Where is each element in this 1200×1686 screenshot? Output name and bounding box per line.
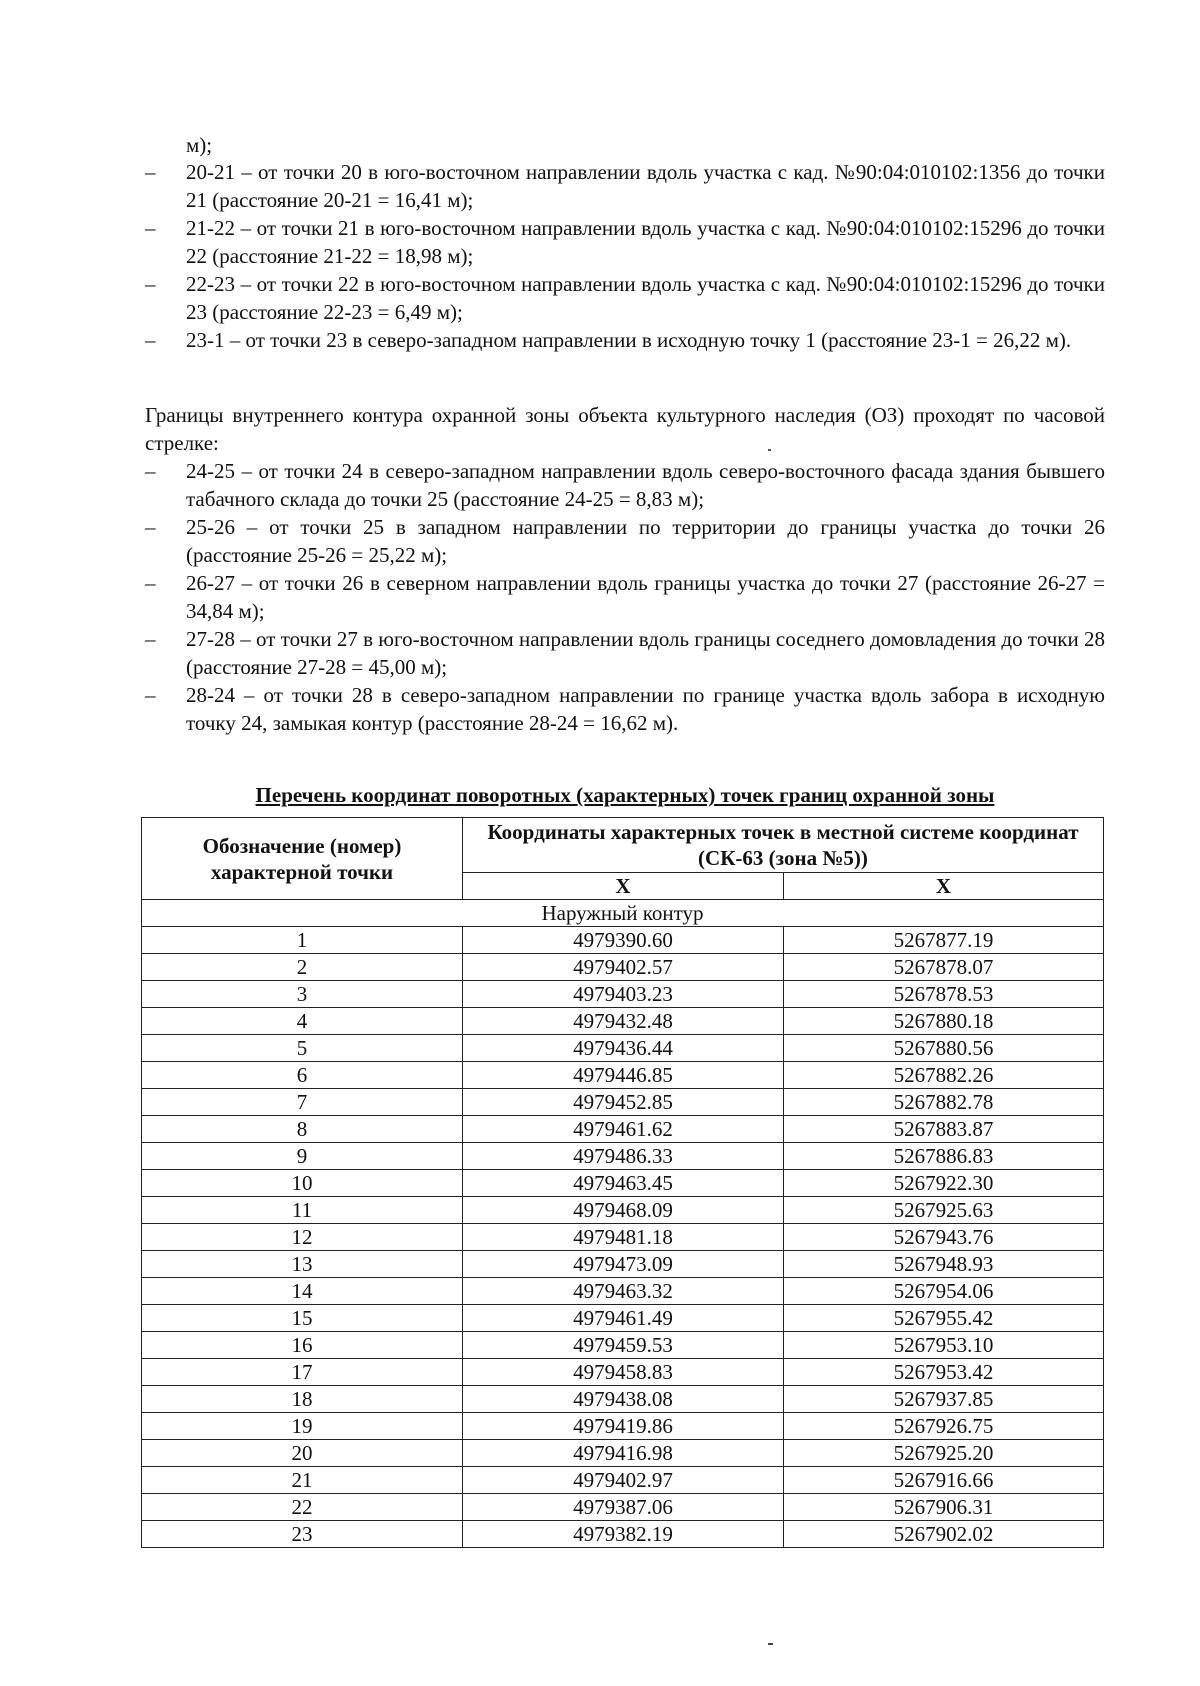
carryover-text: м); <box>186 133 213 157</box>
point-number-cell: 20 <box>142 1440 463 1467</box>
point-number-cell: 13 <box>142 1251 463 1278</box>
x-coordinate-cell: 4979402.57 <box>463 954 784 981</box>
point-number-cell: 7 <box>142 1089 463 1116</box>
point-number-cell: 4 <box>142 1008 463 1035</box>
point-number-cell: 6 <box>142 1062 463 1089</box>
list-item <box>145 214 1105 270</box>
table-row <box>142 981 1104 1008</box>
list-item <box>145 681 1105 737</box>
point-number-cell: 23 <box>142 1521 463 1548</box>
y-coordinate-cell: 5267882.78 <box>784 1089 1104 1116</box>
table-row <box>142 954 1104 981</box>
y-coordinate-cell: 5267953.42 <box>784 1359 1104 1386</box>
dash-bullet: – <box>145 683 156 707</box>
y-coordinate-cell: 5267880.18 <box>784 1008 1104 1035</box>
x-coordinate-cell: 4979390.60 <box>463 927 784 954</box>
point-number-cell: 11 <box>142 1197 463 1224</box>
table-row <box>142 1170 1104 1197</box>
point-number-cell: 19 <box>142 1413 463 1440</box>
table-row <box>142 1197 1104 1224</box>
point-number-cell: 1 <box>142 927 463 954</box>
y-coordinate-cell: 5267880.56 <box>784 1035 1104 1062</box>
point-number-cell: 14 <box>142 1278 463 1305</box>
table-row <box>142 1440 1104 1467</box>
list-item-text: 24-25 – от точки 24 в северо-западном направлении вдоль северо-восточного фасада здания бывшего табачного склада до точки 25 (расстояние 24-25 = 8,83 м); <box>186 459 1105 511</box>
point-number-cell: 12 <box>142 1224 463 1251</box>
section-row-outer-contour: Наружный контур <box>142 900 1104 927</box>
list-item <box>145 158 1105 214</box>
x-coordinate-cell: 4979461.62 <box>463 1116 784 1143</box>
list-item-text: 28-24 – от точки 28 в северо-западном направлении по границе участка вдоль забора в исходную точку 24, замыкая контур (расстояние 28-24 = 16,62 м). <box>186 683 1105 735</box>
y-coordinate-cell: 5267878.53 <box>784 981 1104 1008</box>
table-row <box>142 1035 1104 1062</box>
y-coordinate-cell: 5267916.66 <box>784 1467 1104 1494</box>
dash-bullet: – <box>145 627 156 651</box>
table-row <box>142 1467 1104 1494</box>
y-coordinate-cell: 5267886.83 <box>784 1143 1104 1170</box>
y-coordinate-cell: 5267922.30 <box>784 1170 1104 1197</box>
table-row <box>142 1143 1104 1170</box>
table-row <box>142 1089 1104 1116</box>
x-coordinate-cell: 4979419.86 <box>463 1413 784 1440</box>
list-item-text: 23-1 – от точки 23 в северо-западном направлении в исходную точку 1 (расстояние 23-1 = 26,22 м). <box>186 328 1072 352</box>
table-row <box>142 1305 1104 1332</box>
dash-bullet: – <box>145 328 156 352</box>
list-item <box>145 569 1105 625</box>
point-number-cell: 2 <box>142 954 463 981</box>
dash-bullet: – <box>145 160 156 184</box>
list-item <box>145 457 1105 513</box>
y-coordinate-cell: 5267955.42 <box>784 1305 1104 1332</box>
table-row <box>142 1413 1104 1440</box>
list-item <box>145 326 1105 354</box>
y-coordinate-cell: 5267902.02 <box>784 1521 1104 1548</box>
dash-bullet: – <box>145 216 156 240</box>
x-coordinate-cell: 4979486.33 <box>463 1143 784 1170</box>
x-coordinate-cell: 4979446.85 <box>463 1062 784 1089</box>
point-number-cell: 21 <box>142 1467 463 1494</box>
y-column-header: X <box>784 873 1104 900</box>
list-item-text: 26-27 – от точки 26 в северном направлении вдоль границы участка до точки 27 (расстояние 26-27 = 34,84 м); <box>186 571 1105 623</box>
table-row <box>142 1359 1104 1386</box>
table-row <box>142 1278 1104 1305</box>
point-number-cell: 17 <box>142 1359 463 1386</box>
y-coordinate-cell: 5267954.06 <box>784 1278 1104 1305</box>
list-item-text: 22-23 – от точки 22 в юго-восточном направлении вдоль участка с кад. №90:04:010102:15296 до точки 23 (расстояние 22-23 = 6,49 м); <box>186 272 1105 324</box>
list-item-text: 27-28 – от точки 27 в юго-восточном направлении вдоль границы соседнего домовладения до точки 28 (расстояние 27-28 = 45,00 м); <box>186 627 1105 679</box>
y-coordinate-cell: 5267926.75 <box>784 1413 1104 1440</box>
table-row <box>142 1521 1104 1548</box>
point-number-header: Обозначение (номер) характерной точки <box>142 818 463 900</box>
table-row <box>142 1332 1104 1359</box>
table-row <box>142 1251 1104 1278</box>
table-row <box>142 1386 1104 1413</box>
point-number-cell: 16 <box>142 1332 463 1359</box>
x-coordinate-cell: 4979432.48 <box>463 1008 784 1035</box>
dash-bullet: – <box>145 571 156 595</box>
x-coordinate-cell: 4979481.18 <box>463 1224 784 1251</box>
y-coordinate-cell: 5267878.07 <box>784 954 1104 981</box>
x-coordinate-cell: 4979458.83 <box>463 1359 784 1386</box>
x-coordinate-cell: 4979387.06 <box>463 1494 784 1521</box>
list-item <box>145 513 1105 569</box>
table-title: Перечень координат поворотных (характерных) точек границ охранной зоны <box>255 783 995 807</box>
inner-contour-segment-list <box>145 457 1105 737</box>
x-coordinate-cell: 4979436.44 <box>463 1035 784 1062</box>
point-number-cell: 5 <box>142 1035 463 1062</box>
list-item <box>145 625 1105 681</box>
x-coordinate-cell: 4979382.19 <box>463 1521 784 1548</box>
x-coordinate-cell: 4979416.98 <box>463 1440 784 1467</box>
point-number-cell: 3 <box>142 981 463 1008</box>
y-coordinate-cell: 5267943.76 <box>784 1224 1104 1251</box>
x-coordinate-cell: 4979403.23 <box>463 981 784 1008</box>
list-item-text: 21-22 – от точки 21 в юго-восточном направлении вдоль участка с кад. №90:04:010102:15296 до точки 22 (расстояние 21-22 = 18,98 м); <box>186 216 1105 268</box>
point-number-cell: 18 <box>142 1386 463 1413</box>
y-coordinate-cell: 5267906.31 <box>784 1494 1104 1521</box>
dash-bullet: – <box>145 515 156 539</box>
x-coordinate-cell: 4979473.09 <box>463 1251 784 1278</box>
y-coordinate-cell: 5267953.10 <box>784 1332 1104 1359</box>
coordinates-table <box>141 817 1104 1548</box>
y-coordinate-cell: 5267882.26 <box>784 1062 1104 1089</box>
outer-contour-segment-list <box>145 158 1105 354</box>
y-coordinate-cell: 5267883.87 <box>784 1116 1104 1143</box>
inner-contour-intro-paragraph: Границы внутреннего контура охранной зоны объекта культурного наследия (ОЗ) проходят по часовой стрелке: <box>145 403 1105 455</box>
x-coordinate-cell: 4979438.08 <box>463 1386 784 1413</box>
y-coordinate-cell: 5267877.19 <box>784 927 1104 954</box>
table-row <box>142 1008 1104 1035</box>
table-row <box>142 1494 1104 1521</box>
dash-bullet: – <box>145 272 156 296</box>
x-coordinate-cell: 4979463.45 <box>463 1170 784 1197</box>
list-item <box>145 270 1105 326</box>
y-coordinate-cell: 5267948.93 <box>784 1251 1104 1278</box>
table-row <box>142 1062 1104 1089</box>
coordinates-group-header: Координаты характерных точек в местной системе координат (СК-63 (зона №5)) <box>463 818 1104 873</box>
table-row <box>142 927 1104 954</box>
y-coordinate-cell: 5267925.63 <box>784 1197 1104 1224</box>
point-number-cell: 22 <box>142 1494 463 1521</box>
list-item-text: 25-26 – от точки 25 в западном направлении по территории до границы участка до точки 26 (расстояние 25-26 = 25,22 м); <box>186 515 1105 567</box>
point-number-cell: 8 <box>142 1116 463 1143</box>
x-coordinate-cell: 4979459.53 <box>463 1332 784 1359</box>
point-number-cell: 10 <box>142 1170 463 1197</box>
y-coordinate-cell: 5267937.85 <box>784 1386 1104 1413</box>
dash-bullet: – <box>145 459 156 483</box>
table-row <box>142 1224 1104 1251</box>
x-column-header: X <box>463 873 784 900</box>
point-number-cell: 15 <box>142 1305 463 1332</box>
x-coordinate-cell: 4979468.09 <box>463 1197 784 1224</box>
list-item-text: 20-21 – от точки 20 в юго-восточном направлении вдоль участка с кад. №90:04:010102:1356 до точки 21 (расстояние 20-21 = 16,41 м); <box>186 160 1105 212</box>
point-number-cell: 9 <box>142 1143 463 1170</box>
x-coordinate-cell: 4979452.85 <box>463 1089 784 1116</box>
y-coordinate-cell: 5267925.20 <box>784 1440 1104 1467</box>
x-coordinate-cell: 4979463.32 <box>463 1278 784 1305</box>
table-row <box>142 1116 1104 1143</box>
x-coordinate-cell: 4979461.49 <box>463 1305 784 1332</box>
scan-speck <box>768 449 771 451</box>
x-coordinate-cell: 4979402.97 <box>463 1467 784 1494</box>
scan-speck <box>768 1643 773 1645</box>
